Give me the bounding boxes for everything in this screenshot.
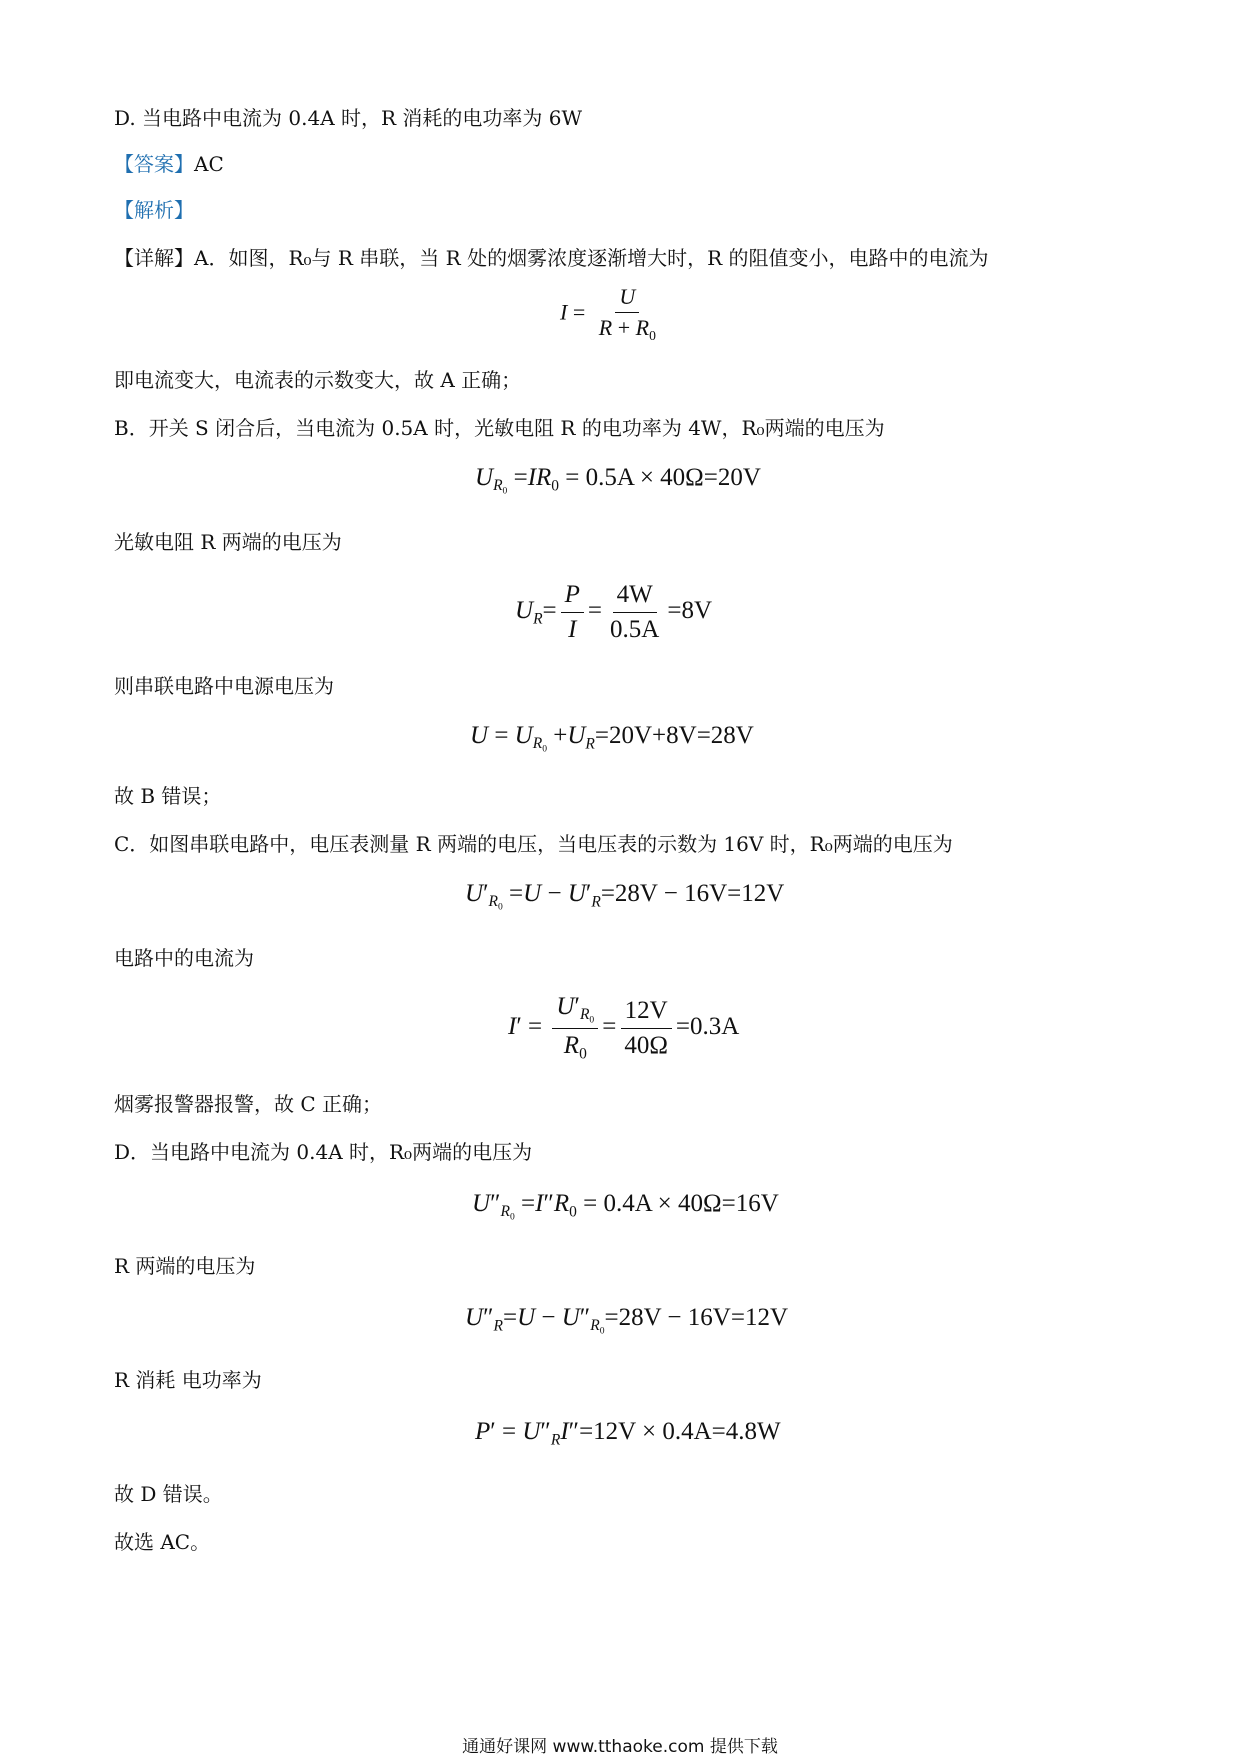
equation-current-prime-tail: =0.3A <box>675 1012 740 1040</box>
equation-current-prime: I′ = $\frac{U'_{R_0}}{R_0}$ = $\frac{12V}{40\Omega}$ =0.3A <box>508 993 740 1063</box>
d-power-line: R 消耗 电功率为 <box>114 1368 262 1392</box>
answer-line <box>114 150 224 178</box>
equation-source-voltage-tail: =20V+8V=28V <box>594 722 754 749</box>
equation-ur0-prime-tail: =28V − 16V=12V <box>600 880 785 907</box>
equation-ur-tail: =8V <box>667 597 712 625</box>
equation-ur-double-prime: $U''_R=U - U''_{R_0}=28V - 16V=12V$ <box>465 1304 788 1337</box>
d-intro-line: D．当电路中电流为 0.4A 时，R₀两端的电压为 <box>114 1140 533 1164</box>
detail-tag: 【详解】 <box>114 246 194 270</box>
analysis-tag-text: 【解析】 <box>114 198 194 222</box>
option-d-line: D. 当电路中电流为 0.4A 时，R 消耗的电功率为 6W <box>114 106 583 130</box>
equation-power-prime-tail: =12V × 0.4A=4.8W <box>579 1418 781 1445</box>
d-conclusion-line: 故 D 错误。 <box>114 1482 223 1506</box>
c-conclusion-line: 烟雾报警器报警，故 C 正确； <box>114 1092 383 1116</box>
equation-ur-double-prime-tail: =28V − 16V=12V <box>604 1304 788 1331</box>
equation-source-voltage: $U = U_{R_0} +U_R=20V+8V=28V$ <box>470 722 754 755</box>
b-series-line: 则串联电路中电源电压为 <box>114 674 334 698</box>
d-r-voltage-line: R 两端的电压为 <box>114 1254 256 1278</box>
c-current-line: 电路中的电流为 <box>114 946 254 970</box>
b-intro-line: B．开关 S 闭合后，当电流为 0.5A 时，光敏电阻 R 的电功率为 4W，R₀两端的电压为 <box>114 416 885 440</box>
equation-ur: $U_R=$ $\frac{P}{I}$ = $\frac{4W}{0.5A}$ =8V <box>515 581 712 643</box>
equation-current: I = $\frac{U}{R + R_0}$ <box>560 284 656 344</box>
final-answer-line: 故选 AC。 <box>114 1530 211 1554</box>
a-conclusion-line: 即电流变大，电流表的示数变大，故 A 正确； <box>114 368 522 392</box>
analysis-tag <box>114 196 194 224</box>
equation-ur0-tail: = 0.5A × 40Ω=20V <box>559 464 761 491</box>
equation-ur0-double-prime: $U''_{R_0} =I''R_0 = 0.4A \times 40\Omega=16V$ <box>472 1190 779 1223</box>
equation-power-prime: $P' = U''_RI''=12V \times 0.4A=4.8W$ <box>475 1418 781 1449</box>
equation-ur0-double-prime-tail: = 0.4A × 40Ω=16V <box>576 1190 779 1217</box>
answer-value: AC <box>194 152 224 176</box>
answer-tag: 【答案】 <box>114 152 194 176</box>
footer-watermark: 通通好课网 www.tthaoke.com 提供下载 <box>462 1737 778 1757</box>
detail-a-text: A．如图，R₀与 R 串联，当 R 处的烟雾浓度逐渐增大时，R 的阻值变小，电路中的电流为 <box>194 246 989 270</box>
equation-ur0-prime: $U'_{R_0} =U - U'_R=28V - 16V=12V$ <box>465 880 785 913</box>
equation-ur0: $U_{R_0} =IR_0 = 0.5A \times 40\Omega=20V$ <box>475 464 761 497</box>
c-intro-line: C．如图串联电路中，电压表测量 R 两端的电压，当电压表的示数为 16V 时，R₀两端的电压为 <box>114 832 953 856</box>
b-photo-line: 光敏电阻 R 两端的电压为 <box>114 530 342 554</box>
b-conclusion-line: 故 B 错误； <box>114 784 222 808</box>
detail-a-line <box>114 244 988 272</box>
